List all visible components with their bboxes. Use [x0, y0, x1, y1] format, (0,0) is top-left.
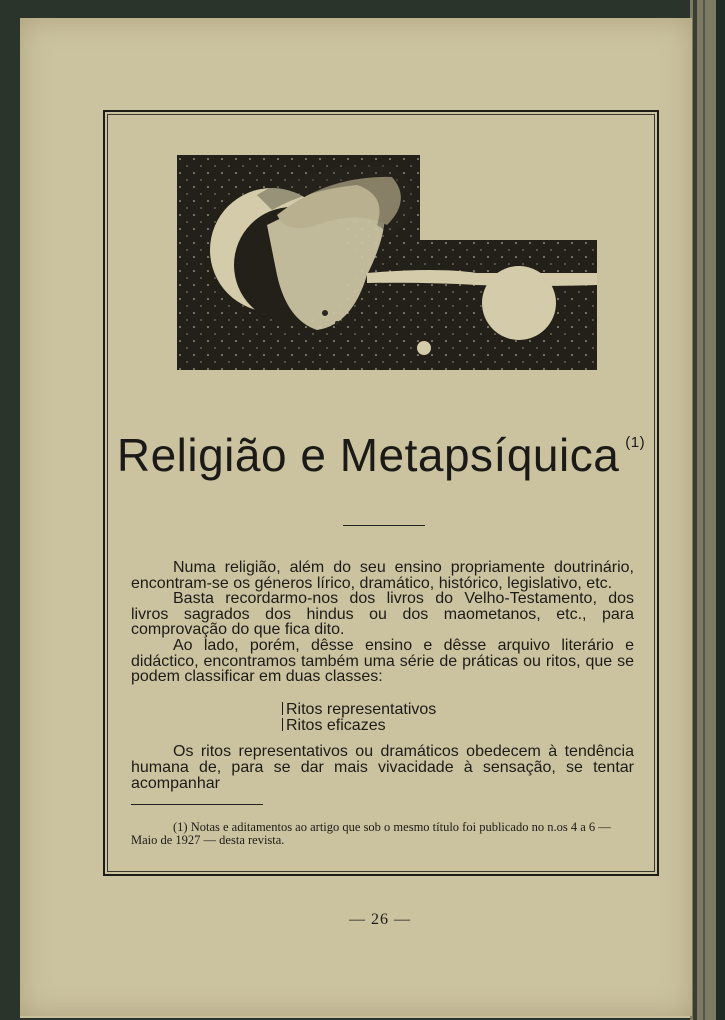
- page-number: — 26 —: [349, 911, 411, 928]
- ritos-item: Ritos representativos: [282, 702, 436, 718]
- footnote-marker: (1): [625, 434, 646, 451]
- footnote: [131, 821, 634, 847]
- footnote-text: (1) Notas e aditamentos ao artigo que sob o mesmo título foi publicado no n.os 4 a 6 — Maio de 1927 — desta revista.: [131, 820, 611, 847]
- ritos-item: Ritos eficazes: [282, 718, 436, 734]
- brace-icon: [282, 702, 283, 715]
- brace-icon: [282, 718, 283, 731]
- article-title: [105, 428, 657, 482]
- header-illustration: [177, 155, 597, 372]
- article-body: [131, 560, 634, 685]
- paragraph-3: Ao lado, porém, dêsse ensino e dêsse arquivo literário e didáctico, encontramos também uma série de práticas ou ritos, que se podem classificar em duas classes:: [131, 636, 634, 686]
- paragraph-2: Basta recordarmo-nos dos livros do Velho-Testamento, dos livros sagrados dos hindus ou dos maometanos, etc., para comprovação do que fica dito.: [131, 590, 634, 639]
- title-divider: [343, 525, 425, 526]
- paragraph-1: Numa religião, além do seu ensino propriamente doutrinário, encontram-se os géneros lírico, dramático, histórico, legislativo, etc.: [131, 559, 634, 592]
- title-text: Religião e Metapsíquica: [116, 429, 620, 481]
- ritos-list: [282, 702, 436, 734]
- footnote-divider: [131, 804, 263, 805]
- article-body-continued: [131, 744, 634, 792]
- paragraph-4: Os ritos representativos ou dramáticos obedecem à tendência humana de, para se dar mais vivacidade à sensação, se tentar acompanhar: [131, 743, 634, 792]
